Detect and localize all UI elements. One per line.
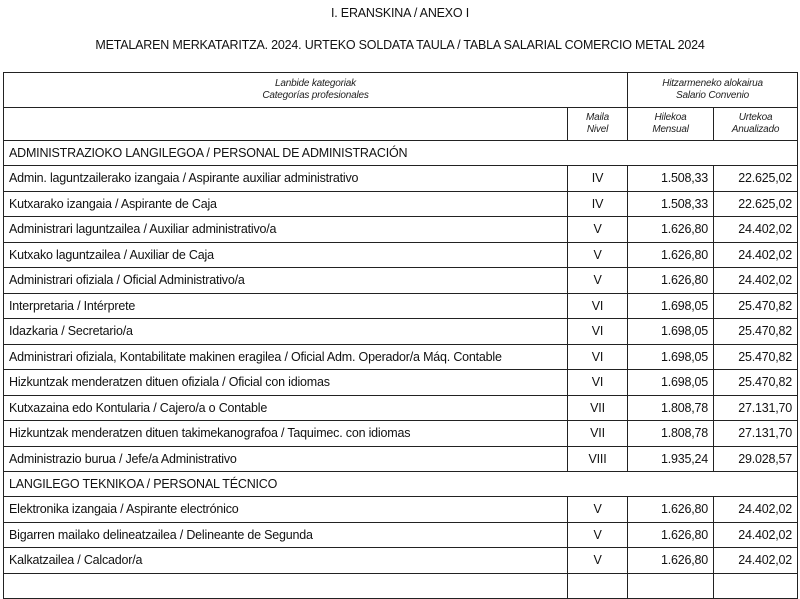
level-header xyxy=(568,108,628,141)
category-cell: Administrari ofiziala / Oficial Administrativo/a xyxy=(4,268,568,294)
monthly-cell: 1.808,78 xyxy=(628,395,714,421)
table-row xyxy=(4,522,798,548)
category-cell: Elektronika izangaia / Aspirante electrónico xyxy=(4,497,568,523)
annual-cell: 24.402,02 xyxy=(714,217,798,243)
level-cell: IV xyxy=(568,166,628,192)
annual-cell: 27.131,70 xyxy=(714,395,798,421)
annex-title: I. ERANSKINA / ANEXO I xyxy=(330,6,469,20)
monthly-cell xyxy=(628,573,714,599)
monthly-cell: 1.508,33 xyxy=(628,166,714,192)
annual-cell xyxy=(714,573,798,599)
table-row xyxy=(4,344,798,370)
annual-cell: 25.470,82 xyxy=(714,293,798,319)
monthly-cell: 1.698,05 xyxy=(628,344,714,370)
category-cell: Kutxazaina edo Kontularia / Cajero/a o Contable xyxy=(4,395,568,421)
level-cell: V xyxy=(568,217,628,243)
category-cell: Hizkuntzak menderatzen dituen ofiziala / Oficial con idiomas xyxy=(4,370,568,396)
level-cell xyxy=(568,573,628,599)
category-cell: Admin. laguntzailerako izangaia / Aspirante auxiliar administrativo xyxy=(4,166,568,192)
monthly-cell: 1.626,80 xyxy=(628,268,714,294)
monthly-header xyxy=(628,108,714,141)
salary-table xyxy=(3,72,798,599)
section-row xyxy=(4,472,798,497)
category-cell: Idazkaria / Secretario/a xyxy=(4,319,568,345)
level-header-es: Nivel xyxy=(586,124,609,135)
monthly-cell: 1.626,80 xyxy=(628,548,714,574)
category-cell: Hizkuntzak menderatzen dituen takimekanografoa / Taquimec. con idiomas xyxy=(4,421,568,447)
table-row xyxy=(4,319,798,345)
table-row xyxy=(4,268,798,294)
annual-cell: 27.131,70 xyxy=(714,421,798,447)
annual-header-eu: Urtekoa xyxy=(738,112,773,123)
monthly-cell: 1.935,24 xyxy=(628,446,714,472)
monthly-cell: 1.698,05 xyxy=(628,370,714,396)
monthly-cell: 1.626,80 xyxy=(628,522,714,548)
category-cell: Kalkatzailea / Calcador/a xyxy=(4,548,568,574)
category-header-eu: Lanbide kategoriak xyxy=(275,78,356,89)
category-cell: Administrazio burua / Jefe/a Administrativo xyxy=(4,446,568,472)
level-cell: VI xyxy=(568,344,628,370)
annual-cell: 29.028,57 xyxy=(714,446,798,472)
table-row xyxy=(4,242,798,268)
table-row xyxy=(4,497,798,523)
level-cell: V xyxy=(568,548,628,574)
category-cell: Kutxako laguntzailea / Auxiliar de Caja xyxy=(4,242,568,268)
empty-header-cell xyxy=(4,108,568,141)
annual-header-es: Anualizado xyxy=(731,124,780,135)
monthly-cell: 1.626,80 xyxy=(628,242,714,268)
annual-cell: 24.402,02 xyxy=(714,268,798,294)
level-cell: VI xyxy=(568,293,628,319)
category-cell xyxy=(4,573,568,599)
table-row xyxy=(4,293,798,319)
level-cell: V xyxy=(568,497,628,523)
salary-header-eu: Hitzarmeneko alokairua xyxy=(662,78,763,89)
category-cell: Administrari laguntzailea / Auxiliar administrativo/a xyxy=(4,217,568,243)
level-cell: V xyxy=(568,242,628,268)
category-cell: Interpretaria / Intérprete xyxy=(4,293,568,319)
annual-cell: 24.402,02 xyxy=(714,522,798,548)
table-row xyxy=(4,217,798,243)
annual-cell: 25.470,82 xyxy=(714,319,798,345)
salary-header xyxy=(628,73,798,108)
monthly-cell: 1.626,80 xyxy=(628,217,714,243)
monthly-cell: 1.626,80 xyxy=(628,497,714,523)
monthly-header-es: Mensual xyxy=(652,124,689,135)
category-cell: Administrari ofiziala, Kontabilitate makinen eragilea / Oficial Adm. Operador/a Máq. Contable xyxy=(4,344,568,370)
category-header xyxy=(4,73,628,108)
annual-cell: 25.470,82 xyxy=(714,370,798,396)
table-row xyxy=(4,573,798,599)
level-cell: IV xyxy=(568,191,628,217)
category-cell: Bigarren mailako delineatzailea / Delineante de Segunda xyxy=(4,522,568,548)
table-row xyxy=(4,421,798,447)
annual-header xyxy=(714,108,798,141)
monthly-cell: 1.808,78 xyxy=(628,421,714,447)
annual-cell: 24.402,02 xyxy=(714,497,798,523)
salary-header-es: Salario Convenio xyxy=(676,90,749,101)
section-row xyxy=(4,141,798,166)
level-cell: VII xyxy=(568,395,628,421)
level-header-eu: Maila xyxy=(586,112,609,123)
category-cell: Kutxarako izangaia / Aspirante de Caja xyxy=(4,191,568,217)
table-row xyxy=(4,446,798,472)
document-title: METALAREN MERKATARITZA. 2024. URTEKO SOLDATA TAULA / TABLA SALARIAL COMERCIO METAL 2024 xyxy=(95,38,705,52)
level-cell: VI xyxy=(568,370,628,396)
annual-cell: 22.625,02 xyxy=(714,191,798,217)
header-row-2 xyxy=(4,108,798,141)
table-row xyxy=(4,166,798,192)
level-cell: V xyxy=(568,268,628,294)
annual-cell: 25.470,82 xyxy=(714,344,798,370)
monthly-cell: 1.698,05 xyxy=(628,319,714,345)
header-row-1 xyxy=(4,73,798,108)
level-cell: V xyxy=(568,522,628,548)
annual-cell: 24.402,02 xyxy=(714,242,798,268)
monthly-cell: 1.698,05 xyxy=(628,293,714,319)
level-cell: VII xyxy=(568,421,628,447)
level-cell: VIII xyxy=(568,446,628,472)
table-row xyxy=(4,548,798,574)
section-title: ADMINISTRAZIOKO LANGILEGOA / PERSONAL DE ADMINISTRACIÓN xyxy=(4,141,798,166)
table-row xyxy=(4,395,798,421)
section-title: LANGILEGO TEKNIKOA / PERSONAL TÉCNICO xyxy=(4,472,798,497)
monthly-header-eu: Hilekoa xyxy=(654,112,687,123)
annual-cell: 24.402,02 xyxy=(714,548,798,574)
annual-cell: 22.625,02 xyxy=(714,166,798,192)
table-row xyxy=(4,191,798,217)
level-cell: VI xyxy=(568,319,628,345)
category-header-es: Categorías profesionales xyxy=(262,90,369,101)
monthly-cell: 1.508,33 xyxy=(628,191,714,217)
table-row xyxy=(4,370,798,396)
